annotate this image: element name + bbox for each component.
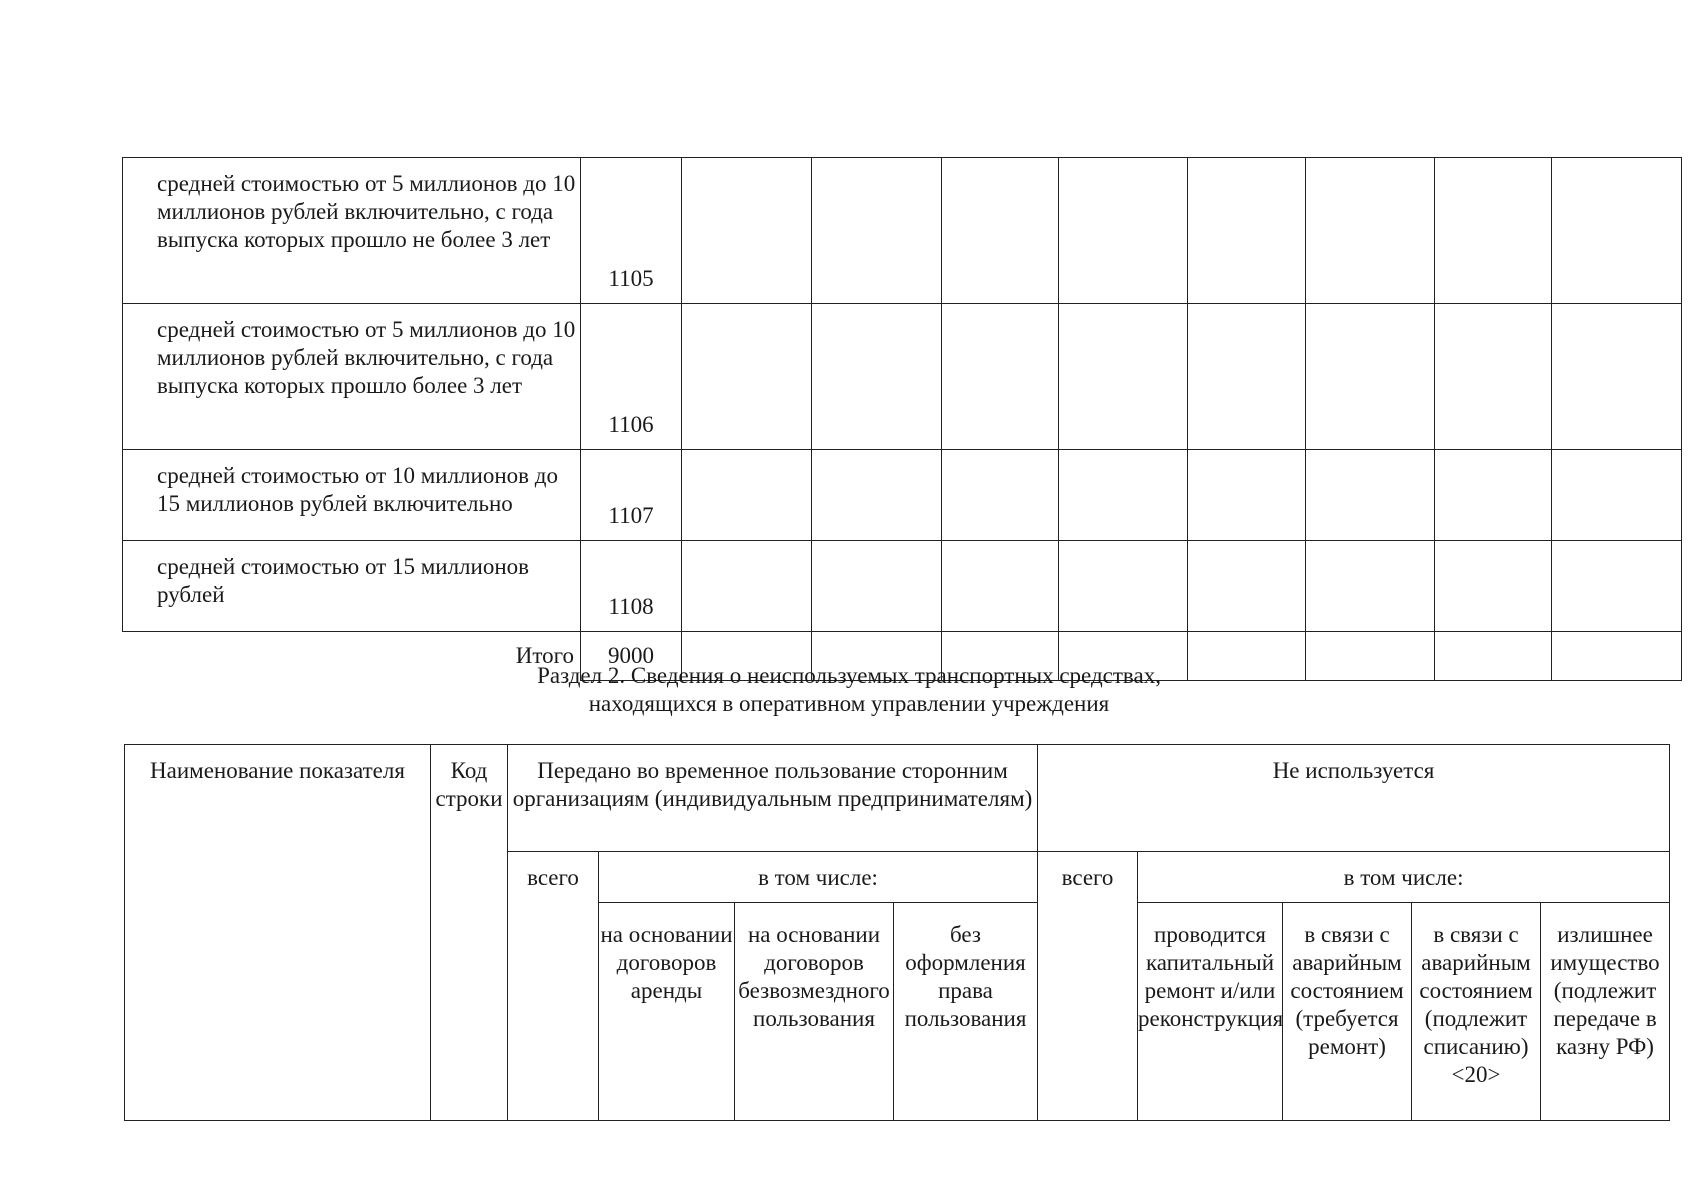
header-transferred: Передано во временное пользование сторонним организациям (индивидуальным предпринимателям) [508,745,1038,852]
header-total-transferred: всего [508,852,599,1121]
header-including-transferred: в том числе: [599,852,1038,903]
header-emergency-writeoff: в связи с аварийным состоянием (подлежит списанию) <20> [1412,903,1541,1121]
table-row [123,158,1682,304]
continuation-table [122,157,1682,681]
header-code: Код строки [431,745,508,1121]
header-lease: на основании договоров аренды [599,903,735,1121]
row-name: средней стоимостью от 15 миллионов рублей [123,541,581,632]
header-surplus: излишнее имущество (подлежит передаче в казну РФ) [1541,903,1670,1121]
header-name: Наименование показателя [125,745,431,1121]
table-row [123,450,1682,541]
row-code: 1106 [581,304,682,450]
header-free-use: на основании договоров безвозмездного пользования [735,903,894,1121]
total-label: Итого [123,632,581,681]
table-row [123,541,1682,632]
section2-header-table [124,744,1670,1121]
row-name: средней стоимостью от 10 миллионов до 15 миллионов рублей включительно [123,450,581,541]
row-code: 1107 [581,450,682,541]
section-title [0,662,1698,718]
row-name: средней стоимостью от 5 миллионов до 10 миллионов рублей включительно, с года выпуска которых прошло более 3 лет [123,304,581,450]
row-code: 1105 [581,158,682,304]
header-no-docs: без оформления права пользования [894,903,1038,1121]
section-title-line: Раздел 2. Сведения о неиспользуемых транспортных средствах, [537,663,1161,688]
row-name: средней стоимостью от 5 миллионов до 10 миллионов рублей включительно, с года выпуска которых прошло не более 3 лет [123,158,581,304]
header-emergency-repair: в связи с аварийным состоянием (требуется ремонт) [1283,903,1412,1121]
section-title-line: находящихся в оперативном управлении учреждения [588,691,1110,716]
table-row [123,304,1682,450]
total-code: 9000 [581,632,682,681]
header-including-not-used: в том числе: [1138,852,1670,903]
row-code: 1108 [581,541,682,632]
header-total-not-used: всего [1038,852,1138,1121]
header-not-used: Не используется [1038,745,1670,852]
header-repair: проводится капитальный ремонт и/или реконструкция [1138,903,1283,1121]
